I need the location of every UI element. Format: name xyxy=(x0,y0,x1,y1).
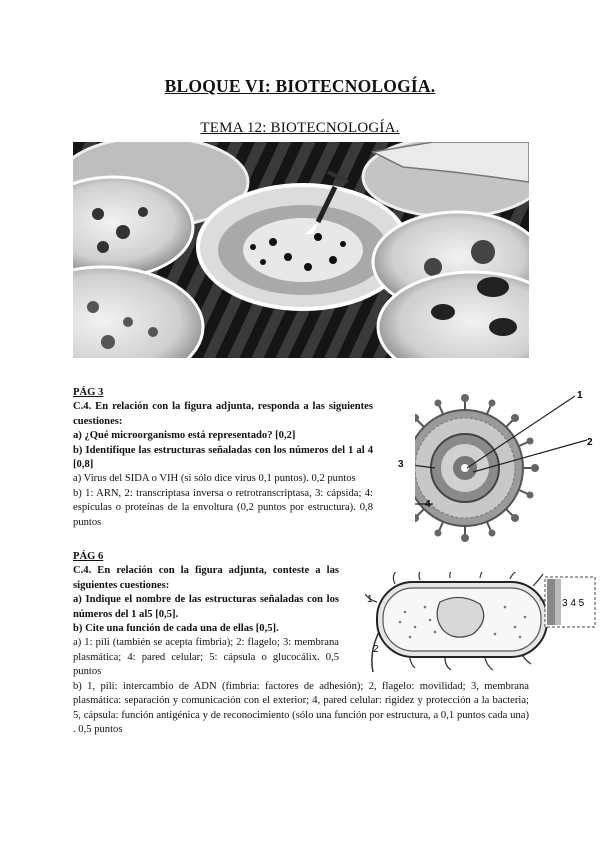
question-part-a: a) Indique el nombre de las estructuras señaladas con los números del 1 al5 [0,5]. xyxy=(73,594,339,620)
answer-a: a) 1: pili (también se acepta fimbria); 2: flagelo; 3: membrana plasmática; 4: pared celular; 5: cápsula o glucocálix. 0,5 puntos xyxy=(73,637,339,678)
answer-a: a) Virus del SIDA o VIH (si sólo dice virus 0,1 puntos). 0,2 puntos xyxy=(73,473,356,485)
hiv-virus-diagram xyxy=(415,388,600,548)
label-1: 1 xyxy=(367,594,373,605)
page-title: BLOQUE VI: BIOTECNOLOGÍA. xyxy=(164,76,436,96)
question-part-b: b) Cite una función de cada una de ellas [0,5]. xyxy=(73,623,279,635)
label-4: 4 xyxy=(425,499,431,510)
label-1: 1 xyxy=(577,390,583,401)
answer-b: b) 1, pili: intercambio de ADN (fimbria: factores de adhesión); 2, flagelo: movilidad; 3, membrana plasmática: separación y comunicación con el exterior; 4, pared celular: rigidez y protección a la bacteria; 5, cápsula: función antigénica y de reconocimiento (sólo una función por estructura, a 0,1 puntos cada una) . 0,5 puntos xyxy=(73,681,529,736)
page-subtitle: TEMA 12: BIOTECNOLOGÍA. xyxy=(200,120,400,136)
question-part-b: b) Identifique las estructuras señaladas con los números del 1 al 4 [0,8] xyxy=(73,444,373,471)
answer-b: b) 1: ARN, 2: transcriptasa inversa o retrotranscriptasa, 3: cápsida; 4: espículas o proteínas de la envoltura (0,2 puntos por estructura). 0,8 puntos xyxy=(73,487,373,528)
question-part-a: a) ¿Qué microorganismo está representado? [0,2] xyxy=(73,430,296,442)
label-2: 2 xyxy=(373,644,379,655)
question-prompt: C.4. En relación con la figura adjunta, conteste a las siguientes cuestiones: xyxy=(73,565,339,591)
label-3: 3 xyxy=(398,459,404,470)
bacterium-diagram xyxy=(365,572,600,672)
question-prompt: C.4. En relación con la figura adjunta, responda a las siguientes cuestiones: xyxy=(73,401,373,427)
page-reference: PÁG 6 xyxy=(73,551,104,562)
label-2: 2 xyxy=(587,437,593,448)
petri-dish-illustration xyxy=(73,142,529,358)
inset-labels: 3 4 5 xyxy=(562,598,585,609)
page-reference: PÁG 3 xyxy=(73,387,104,398)
